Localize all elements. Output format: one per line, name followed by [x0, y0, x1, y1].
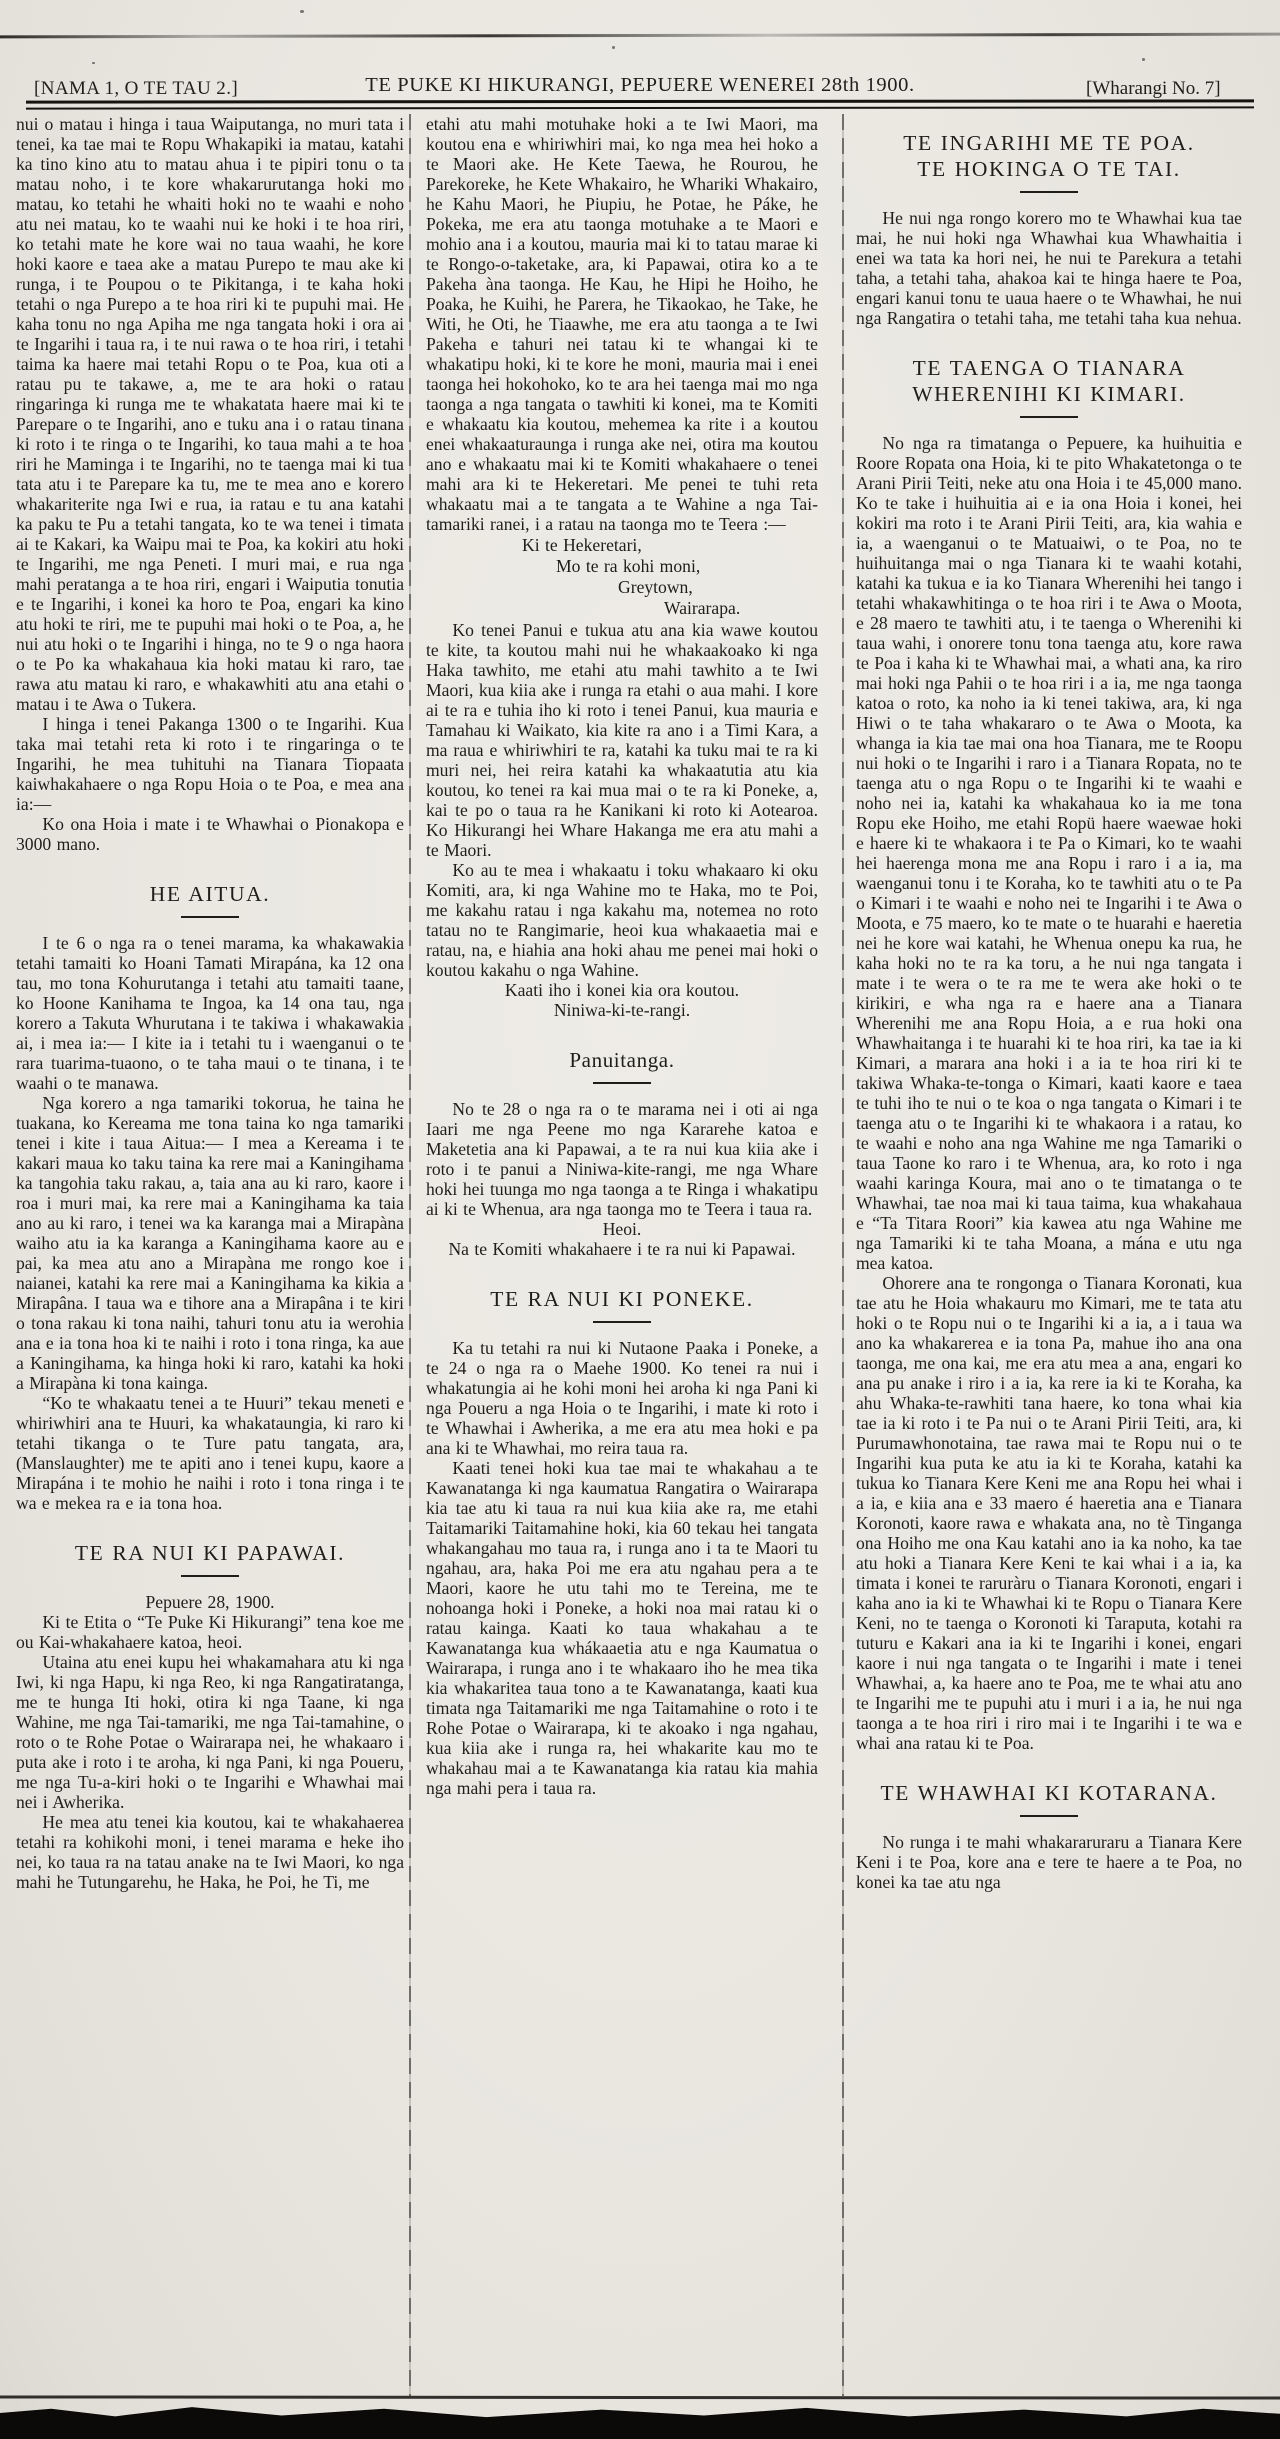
- text-column-1: [16, 114, 404, 1892]
- masthead-rule-top: [26, 99, 1254, 103]
- masthead-issue-number: [NAMA 1, O TE TAU 2.]: [34, 78, 239, 99]
- heading-rule: [1020, 1815, 1078, 1817]
- body-paragraph: nui o matau i hinga i taua Waiputanga, no muri tata i tenei, ka tae mai te Ropu Whakapiki ia matau, katahi ka tino kino atu to matau ahua i te pipiri tonu o ta matau noho, i te kore whakarurutanga hoki mo matau, ko tetahi he whaiti hoki no te waahi e noho atu nei matau, ko te waahi nui ke hoki i te hoa riri, ko tetahi mate he kore wai no taua waahi, he kore hoki kaore e taea ake a matau Purepo te mau ake ki runga, i te Poupou o te Pikitanga, i te kaha hoki tetahi o nga Purepo a te hoa riri ki te pupuhi mai. He kaha tonu no nga Apiha me nga tangata hoki i ora ai te Ingarihi i taua ra, i te nui rawa o te hoa riri, i tetahi taima ka haere mai tetahi Ropu o te Poa, kua oti a ratau pu te takawe, a, me te ara hoki o ratau ringaringa ki runga me te whakatata haere mai ki te Parepare o te Ingarihi, ano e tuku ana i o ratau tinana ki roto i te ringa o te Ingarihi, ko taua mahi a te hoa riri he Maminga i te Ingarihi, no te taenga mai ki tua tata atu i te Parepare ka tu, me te mea ano e korero whakariterite nga Iwi e rua, ia ratau e tu ana katahi ka paku te Pu a tetahi tangata, ko te wa tenei i timata ai te Kakari, ka Waipu mai te Poa, ka kokiri atu hoki te Ingarihi, me nga Peneti. I muri mai, e rua nga mahi peratanga a te hoa riri, engari i Waiputia tonutia e te Ingarihi, i konei ka horo te Poa, engari ka kino atu hoki te riri, me te pupuhi mai hoki o te Poa, a, he nui atu hoki o te Ingarihi i hinga, no te 9 o nga haora o te Po ka whakahaua kia hoki matau ki raro, tae rawa atu matau ki raro, e whakawhiti atu ana etahi o matau i te Awa o Tukera.: [16, 114, 404, 714]
- article-heading: [856, 130, 1242, 193]
- body-paragraph: He nui nga rongo korero mo te Whawhai kua tae mai, he nui hoki nga Whawhai kua Whawhaitia i enei wa tata ka hori nei, he nui te Parekura a tetahi taha, a tetahi taha, ahakoa kai te hinga haere te Poa, engari kanui tonu te uaua haere o te Whawhai, he nui nga Rangatira o tetahi taha, me tetahi taha kua nehua.: [856, 208, 1242, 328]
- body-paragraph: Utaina atu enei kupu hei whakamahara atu ki nga Iwi, ki nga Hapu, ki nga Reo, ki nga Rangatiratanga, me te hunga Iti hoki, otira ki nga Taane, ki nga Wahine, me nga Tai-tamariki, me nga Tai-tamahine, o roto o te Rohe Potae o Wairarapa nei, he whakaaro i puta ake i roto i te aroha, ki nga Pani, ki nga Poueru, me nga Tu-a-kiri hoki o te Ingarihi e Whawhai mai nei i Awherika.: [16, 1652, 404, 1812]
- body-paragraph: I te 6 o nga ra o tenei marama, ka whakawakia tetahi tamaiti ko Hoani Tamati Mirapána, ka 12 ona tau, mo tona Kohurutanga i tetahi atu tamaiti taane, ko Hoone Kanihama te Ingoa, ka 14 ona tau, nga korero a Takuta Whurutana i te takiwa i whakawakia ai, i mea ia:— I kite ia i tetahi tu i waenganui o te rara tuarima-tuaono, o te taha maui o te tinana, i te waahi o te manawa.: [16, 933, 404, 1093]
- masthead-rule-bottom: [26, 106, 1254, 109]
- body-paragraph: Kaati tenei hoki kua tae mai te whakahau a te Kawanatanga ki nga kaumatua Rangatira o Wairarapa kia tae atu ki taua ra nui kua kiia ake ra, me etahi Taitamariki Taitamahine hoki, kia 60 tekau hei tangata whakangahau mo taua ra, i runga ano i ta te Maori tu ngahau, ara, haka Poi me era atu ngahau pera a te Maori, kaore he utu tahi mo te Tereina, me te nohoanga hoki i Poneke, a hoki noa mai ratau ki o ratau kainga. Kaati ko taua whakahau a te Kawanatanga kua whákaaetia atu e nga Kaumatua o Wairarapa, i runga ano i te whakaaro iho he mea tika kia whakaritea taua tono a te Kawanatanga, kaati kua timata nga Taitamariki me nga Taitamahine o roto i te Rohe Potae o Wairarapa, ki te akoako i nga ngahau, kua kiia ake i runga ra, hei whakarite kau mo te whakahau mai a te Kawanatanga kia ratau kia mahia nga mahi pera i taua ra.: [426, 1458, 818, 1798]
- body-paragraph: No nga ra timatanga o Pepuere, ka huihuitia e Roore Ropata ona Hoia, ki te pito Whakatetonga o te Arani Pirii Teiti, neke atu ona Hoia i te 45,000 mano. Ko te take i huihuitia ai e ia ona Hoia i konei, hei kokiri ma roto i te Arani Pirii Teiti, ara, kia wahia e ia, a waenganui o te Matuaiwi, o te Poa, no te huihuitanga mai o nga Tianara ki te waahi kotahi, katahi ka tukua e ia ko Tianara Wherenihi hei tango i tetahi whakawhitinga o te hoa riri i te Awa o Moota, e 28 maero te tawhiti atu, i te taenga o Wherenihi ki taua wahi, i onorere tonu tona taenga atu, kore rawa te Poa i kaha ki te Whawhai mai, a whati ana, ka riro mai hoki nga Pahii o te hoa riri i a ia, me nga taonga katoa o roto, ka noho ia ki tenei takiwa, ara, ki nga Hiwi o te taha whakararo o te Awa o Moota, ka whanga ia kia tae mai ona hoa Tianara, me te Roopu nui hoki o te Ingarihi i raro i a Tianara Ropata, no te taenga atu o nga Ropu o te Ingarihi ki te waahi e noho nei ia, katahi ka whakahaua ko ia me tona Ropu eke Hoiho, me etahi Ropü haere waewae hoki e haere ki te whakaora i te Pa o Kimari, ko te waahi hei haerenga mona me ana Ropu i raro i a ia, ma waenganui tonu i te Koraha, ko te tawhiti atu o te Pa o Kimari i te waahi e noho nei te Ingarihi i te Awa o Moota, e 75 maero, ko te mate o te huarahi e haeretia nei he kore wai katahi, he Whenua onepu ka rua, he kaha hoki no te ra ka toru, a he nui nga tangata i mate i te wera o te ra me te wera ake hoki o te kirikiri, e wha nga ra e haere ana a Tianara Wherenihi me ana Ropu Hoia, a e rua hoki ona Whawhaitanga i te huarahi ki te hoa riri, ka tae ia ki Kimari, a marara ana hoki i a ia te hoa riri ki te takiwa Whaka-te-tonga o Kimari, kaati kaore e taea te tuhi iho te nui o te koa o nga tangata o Kimari i te taenga atu o te Ingarihi ki te whakaora i a ratau, ko te waahi e noho ana nga Wahine me nga Tamariki o taua Taone ko raro i te Whenua, ara, ko roto i nga waahi karinga Koura, mai ano o te timatanga o te Whawhai, tae noa mai ki taua taima, kua whakahaua e “Ta Titara Roori” kia kawea atu nga Wahine me nga Tamariki ki te taha Moana, a mána e utu nga mea katoa.: [856, 433, 1242, 1273]
- address-line: Wairarapa.: [664, 598, 741, 618]
- heading-rule: [593, 1082, 651, 1084]
- centered-line: Niniwa-ki-te-rangi.: [553, 1000, 691, 1020]
- column-divider: [409, 114, 411, 2396]
- article-heading: [856, 1780, 1242, 1817]
- body-paragraph: No runga i te mahi whakararuraru a Tianara Kere Keni i te Poa, kore ana e tere te haere a te Poa, no konei ka tae atu nga: [856, 1832, 1242, 1892]
- scan-edge-line: [0, 2395, 1280, 2399]
- body-paragraph: Ko au te mea i whakaatu i toku whakaaro ki oku Komiti, ara, ki nga Wahine mo te Haka, mo te Poi, me kakahu ratau i nga kakahu ma, notemea no roto tatau no te Rangimarie, heoi kua whakaaetia mai e ratau, na, e hiahia ana hoki ahau me penei mai hoki o koutou kakahu o nga Wahine.: [426, 860, 818, 980]
- dateline: Pepuere 28, 1900.: [145, 1592, 275, 1612]
- body-paragraph: etahi atu mahi motuhake hoki a te Iwi Maori, ma koutou ena e whiriwhiri mai, ko nga mea hei hoko a te Maori ake. He Kete Taewa, he Rourou, he Parekoreke, he Kete Whakairo, he Whariki Whakairo, he Kahu Maori, he Piupiu, he Potae, he Páke, he Pokeka, me era atu taonga motuhake a te Maori e mohio ana i a koutou, mauria mai ki to tatau marae ki te Rongo-o-taketake, ara, ki Papawai, otira ko a te Pakeha àna taonga. He Kau, he Hipi he Hoiho, he Poaka, he Kuihi, he Parera, he Tikaokao, he Take, he Witi, he Oti, he Tiaawhe, me era atu taonga a te Iwi Pakeha e tahuri nei tatau ki te whangai ki te whakatipu hoki, ki te kore he moni, mauria mai i enei taonga hei hokohoko, ko te ara hei taenga mai mo nga taonga a nga tangata o tawhiti ki konei, ma te Komiti e whakaatu kia koutou, mehemea ka rite i a koutou enei whakaaturaunga i runga ake nei, otira ma koutou ano e whakaatu mai ki te Komiti whakahaere o tenei mahi ara ki te Hekeretari. Me penei te tuhi reta whakaatu mai a te tangata a te Wahine a nga Tai-tamariki ranei, i a ratau na taonga mo te Teera :—: [426, 114, 818, 534]
- article-heading-line: Panuitanga.: [569, 1048, 675, 1072]
- ink-speck: [612, 46, 615, 49]
- ink-speck: [1142, 58, 1145, 61]
- body-paragraph: Ko ona Hoia i mate i te Whawhai o Pionakopa e 3000 mano.: [16, 814, 404, 854]
- body-paragraph: Nga korero a nga tamariki tokorua, he taina he tuakana, ko Kereama me tona taina ko nga tamariki tenei i kite i taua Aitua:— I mea a Kereama i te kakari maua ko taku taina ka rere mai a Kaningihama ka tangohia taku rakau, a, taia ana au ki raro, kaore i roa i muri mai, ka rere mai a Kaningihama ka taia ano au ki raro, i tenei wa ka karanga mai a Mirapàna waiho atu ia ka karanga a Kaningihama kaore au e pai, ka mea atu ano a Mirapàna me rongo koe i naianei, katahi ka rere mai a Kaningihama ka kikia a Mirapâna. I taua wa e tihore ana a Mirapâna i te kiri o tona rakau ki tona naihi, tahuri tonu atu ia werohia ana e ia tona hoa ki te naihi i roto i tona ringa, ka aue a Kaningihama, ka hinga hoki ki raro, katahi ka hoki a Mirapàna ki tona kainga.: [16, 1093, 404, 1393]
- masthead-title: TE PUKE KI HIKURANGI, PEPUERE WENEREI 28th 1900.: [365, 74, 915, 96]
- centered-line: Na te Komiti whakahaere i te ra nui ki Papawai.: [448, 1239, 796, 1259]
- body-paragraph: No te 28 o nga ra o te marama nei i oti ai nga Iaari me nga Peene mo nga Kararehe katoa e Maketetia ana ki Papawai, a te ra nui kua kiia ake i roto i te panui a Niniwa-kite-rangi, me nga Whare hoki hei tuunga mo nga taonga a te Ringa i whakatipu ai ki te Whenua, ara nga taonga mo te Teera i taua ra.: [426, 1099, 818, 1219]
- article-heading-line: WHERENIHI KI KIMARI.: [912, 382, 1186, 406]
- scan-crease: [0, 33, 1280, 39]
- article-heading-line: TE RA NUI KI PONEKE.: [490, 1287, 754, 1311]
- article-heading-line: TE WHAWHAI KI KOTARANA.: [880, 1781, 1218, 1805]
- address-line: Greytown,: [618, 577, 693, 597]
- text-column-2: [426, 114, 818, 1798]
- body-paragraph: He mea atu tenei kia koutou, kai te whakahaerea tetahi ra kohikohi moni, i tenei marama e heke iho nei, ko taua ra na tatau anake na te Iwi Maori, ko nga mahi he Tutungarehu, he Haka, he Poi, he Ti, me: [16, 1812, 404, 1892]
- article-heading-line: TE INGARIHI ME TE POA.: [903, 131, 1195, 155]
- text-column-3: [856, 114, 1242, 1892]
- heading-rule: [1020, 416, 1078, 418]
- scan-edge-band: [0, 2397, 1280, 2439]
- heading-rule: [181, 916, 239, 918]
- article-heading-line: TE RA NUI KI PAPAWAI.: [74, 1541, 346, 1565]
- article-heading: [426, 1286, 818, 1323]
- heading-rule: [1020, 191, 1078, 193]
- letter-address: [426, 535, 818, 619]
- article-heading: [16, 1540, 404, 1577]
- column-divider: [842, 114, 844, 2396]
- ink-speck: [92, 62, 95, 64]
- article-heading: [16, 881, 404, 918]
- masthead-page-number: [Wharangi No. 7]: [1086, 78, 1221, 99]
- body-paragraph: Ko tenei Panui e tukua atu ana kia wawe koutou te kite, ta koutou mahi nui he whakaakoako ki nga Haka tawhito, me etahi atu mahi tawhito a te Iwi Maori, kua kiia ake i runga ra etahi o aua mahi. I kore ai te ra e tuhia iho ki roto i tenei Panui, kua mauria e Tamahau ki Waikato, kia kite ra ano i a Timi Kara, a ma raua e whiriwhiri te ra, katahi ka tuku mai te ra ki muri nei, hei reira katahi ka whakaatutia atu kia koutou, ko tenei ra kai mua mai o te ra ki Poneke, a, kai te po o taua ra he Kanikani ki roto ki Aotearoa. Ko Hikurangi hei Whare Hakanga me era atu mahi a te Maori.: [426, 620, 818, 860]
- body-paragraph: Ka tu tetahi ra nui ki Nutaone Paaka i Poneke, a te 24 o nga ra o Maehe 1900. Ko tenei ra nui i whakatungia ai he kohi moni hei aroha ki nga Pani ki nga Poueru a nga Hoia o te Ingarihi, i mate ki roto i te Whawhai i Awherika, a me era atu mea hoki e pa ana ki te Whawhai, mo reira taua ra.: [426, 1338, 818, 1458]
- body-paragraph: Ki te Etita o “Te Puke Ki Hikurangi” tena koe me ou Kai-whakahaere katoa, heoi.: [16, 1612, 404, 1652]
- heading-rule: [593, 1321, 651, 1323]
- article-heading: [856, 355, 1242, 418]
- ink-speck: [300, 10, 304, 13]
- article-heading-line: TE TAENGA O TIANARA: [912, 356, 1186, 380]
- body-paragraph: “Ko te whakaatu tenei a te Huuri” tekau meneti e whiriwhiri ana te Huuri, ka whakataungia, ki raro ki tetahi tikanga o te Ture patu tangata, ara, (Manslaughter) me te apiti ano i tenei kupu, kaore a Mirapána i te mohio he naihi i roto i tona ringa i te wa e mekea ra e ia tona hoa.: [16, 1393, 404, 1513]
- article-heading-line: HE AITUA.: [149, 882, 271, 906]
- article-heading-line: TE HOKINGA O TE TAI.: [917, 157, 1181, 181]
- centered-line: Kaati iho i konei kia ora koutou.: [504, 980, 740, 1000]
- body-paragraph: I hinga i tenei Pakanga 1300 o te Ingarihi. Kua taka mai tetahi reta ki roto i te ringaringa o te Ingarihi, he mea tuhituhi na Tianara Tiopaata kaiwhakahaere o nga Ropu Hoia o te Poa, e mea ana ia:—: [16, 714, 404, 814]
- article-heading: [426, 1047, 818, 1084]
- address-line: Mo te ra kohi moni,: [556, 556, 701, 576]
- heading-rule: [181, 1575, 239, 1577]
- centered-line: Heoi.: [602, 1219, 642, 1239]
- address-line: Ki te Hekeretari,: [522, 535, 642, 555]
- body-paragraph: Ohorere ana te rongonga o Tianara Koronati, kua tae atu he Hoia whakauru mo Kimari, me te tata atu hoki o te Ropu nui o te Ingarihi ki a ia, a i taua wa ano ka whakarerea e ia tona Pa, mahue iho ana ona taonga, me ona kai, me era atu mea a ana, engari ko ana pu anake i riro i a ia, ka rere ia ki te Koraha, ka ahu Whaka-te-rawhiti tana haere, ko tona whai kia tae ia ki roto i te Pa nui o te Arani Pirii Teiti, ara, ki Purumawhonotaina, tae rawa mai te Ropu nui o te Ingarihi kua puta ke atu ia ki te Koraha, katahi ka tukua ko Tianara Kere Keni me ana Ropu hei whai i a ia, e kiia ana e 33 maero é haeretia ana e Tianara Koronoti, kaore rawa e whakata ana, no tè Tinganga ona Hoiho me ona Kau katahi ano ia ka noho, ka tae atu hoki a Tianara Kere Keni te kai whai i a ia, ka timata i konei te raruràru o Tianara Koronoti, engari i kaha ano ia ki te Whawhai ki te Ropu o Tianara Kere Keni, no te taenga o Koronoti ki Taraputa, kotahi ra tuturu e Kakari ana ia ki te Ingarihi i konei, engari kaore i nui nga tangata o te Ingarihi i mate i tenei Whawhai, a, ka haere ano te Poa, me te whai atu ano te Ingarihi me te pupuhi atu i muri i a ia, he nui nga taonga a te hoa riri i riro mai i te Ingarihi i te wa e whai ana ratau ki te Poa.: [856, 1273, 1242, 1753]
